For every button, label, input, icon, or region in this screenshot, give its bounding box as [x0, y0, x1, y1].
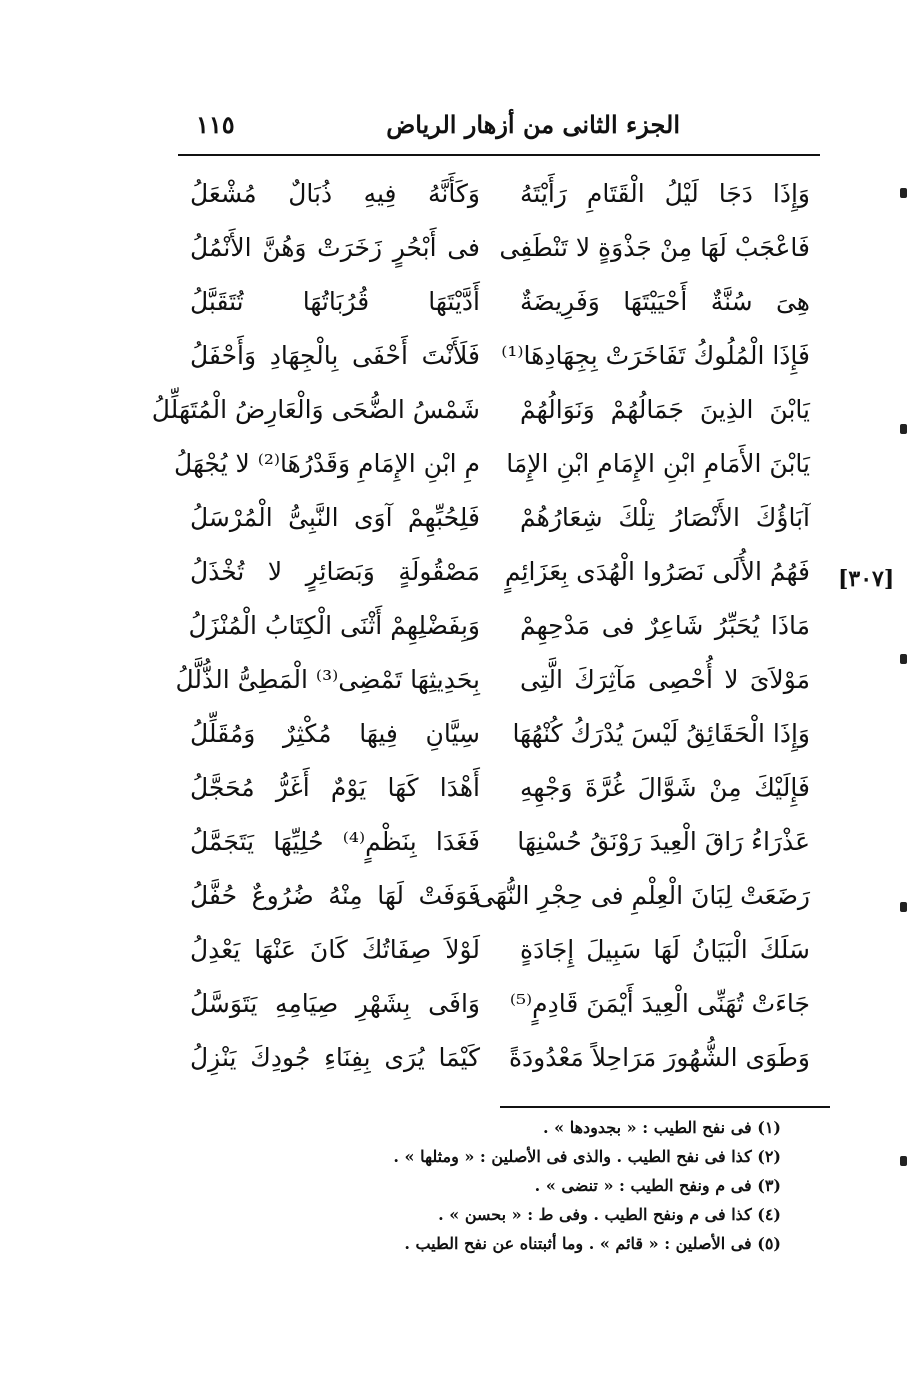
verse-first-hemistich: فَاعْجَبْ لَهَا مِنْ جَذْوَةٍ لا تَنْطَفِى [499, 232, 810, 262]
verse-first-hemistich: آبَاؤُكَ الأَنْصَارُ تِلْكَ شِعَارُهُمْ [520, 502, 810, 532]
margin-mark [900, 188, 907, 198]
footnote: (١) فى نفح الطيب : « بجدودها » . [543, 1118, 781, 1137]
verse-first-hemistich: وَطَوَى الشُّهُورَ مَرَاحِلاً مَعْدُودَةً [508, 1042, 810, 1072]
header-rule [178, 154, 820, 156]
verse-second-hemistich: شَمْسُ الضُّحَى وَالْعَارِضُ الْمُتَهَلِّلُ [151, 394, 480, 424]
verse [190, 706, 810, 760]
footnote: (٤) كذا فى م ونفح الطيب . وفى ط : « بحسن » . [438, 1205, 781, 1224]
verse-first-hemistich: وَإِذَا الْحَقَائِقُ لَيْسَ يُدْرَكُ كُنْهُهَا [512, 718, 810, 748]
verse-first-hemistich: هِىَ سُنَّةٌ أَحْيَيْتَهَا وَفَرِيضَةٌ [520, 286, 810, 316]
verse-first-hemistich: فَإِلَيْكَ مِنْ شَوَّالَ غُرَّةَ وَجْهِهِ [520, 772, 810, 802]
margin-mark [900, 654, 907, 664]
poem [151, 166, 810, 1084]
verse-second-hemistich: لَوْلاَ صِفَاتُكَ كَانَ عَنْهَا يَعْدِلُ [190, 934, 480, 964]
page-number: ١١٥ [196, 110, 235, 139]
verse [190, 868, 810, 922]
verse [190, 922, 810, 976]
verse-first-hemistich: فَهُمُ الأُلَى نَصَرُوا الْهُدَى بِعَزَائِمٍ [504, 556, 810, 586]
margin-reference-number: [٣٠٧] [838, 566, 895, 592]
verse-first-hemistich: جَاءَتْ تُهَنِّى الْعِيدَ أَيْمَنَ قَادِمٍ⁽⁵⁾ [509, 988, 810, 1018]
verse-second-hemistich: فى أَبْحُرٍ زَخَرَتْ وَهُنَّ الأَنْمُلُ [190, 232, 480, 262]
verse-second-hemistich: فَلَأَنْتَ أَحْفَى بِالْجِهَادِ وَأَحْفَلُ [190, 340, 480, 370]
verse [190, 1030, 810, 1084]
verse-second-hemistich: فَوَفَتْ لَهَا مِنْهُ ضُرُوعٌ حُفَّلُ [190, 880, 480, 910]
verse-second-hemistich: كَيْمَا يُرَى بِفِنَاءِ جُودِكَ يَنْزِلُ [190, 1042, 480, 1072]
verse [190, 976, 810, 1030]
footnotes [261, 1118, 781, 1263]
verse-second-hemistich: أَهْدَا كَهَا يَوْمٌ أَغَرُّ مُحَجَّلُ [190, 772, 480, 802]
footnote-rule [500, 1106, 830, 1108]
verse-second-hemistich: سِيَّانِ فِيهَا مُكْثِرٌ وَمُقَلِّلُ [190, 718, 480, 748]
verse [190, 166, 810, 220]
verse-second-hemistich: أَدَّيْتَهَا قُرُبَاتُهَا تُتَقَبَّلُ [190, 286, 480, 316]
verse [190, 598, 810, 652]
verse-first-hemistich: رَضَعَتْ لِبَانَ الْعِلْمِ فى حِجْرِ النُّهَى [475, 880, 810, 910]
verse-second-hemistich: فَلِحُبِّهِمْ آوَى النَّبِىُّ الْمُرْسَلُ [190, 502, 480, 532]
verse-second-hemistich: وَبِفَضْلِهِمْ أَثْنَى الْكِتَابُ الْمُنْزَلُ [188, 610, 480, 640]
verse [190, 274, 810, 328]
verse-first-hemistich: وَإِذَا دَجَا لَيْلُ الْقَتَامِ رَأَيْتَهُ [520, 178, 810, 208]
verse-second-hemistich: مِ ابْنِ الإِمَامِ وَقَدْرُهَا⁽²⁾ لا يُجْهَلُ [174, 448, 480, 478]
margin-mark [900, 902, 907, 912]
verse-first-hemistich: مَوْلاَىَ لا أُحْصِى مَآثِرَكَ الَّتِى [520, 664, 810, 694]
verse [190, 814, 810, 868]
running-header [178, 104, 820, 150]
margin-mark [900, 424, 907, 434]
footnote: (٣) فى م ونفح الطيب : « تنضى » . [534, 1176, 781, 1195]
footnote: (٥) فى الأصلين : « قائم » . وما أثبتناه عن نفح الطيب . [404, 1234, 781, 1253]
verse [190, 760, 810, 814]
verse-second-hemistich: وَكَأَنَّهُ فِيهِ ذُبَالٌ مُشْعَلُ [190, 178, 480, 208]
verse-first-hemistich: يَابْنَ الأَمَامِ ابْنِ الإِمَامِ ابْنِ الإِمَا [506, 448, 810, 478]
verse [190, 544, 810, 598]
verse-first-hemistich: سَلَكَ الْبَيَانُ لَهَا سَبِيلَ إِجَادَةٍ [520, 934, 810, 964]
verse-first-hemistich: فَإِذَا الْمُلُوكُ تَفَاخَرَتْ بِجِهَادِهَا⁽¹⁾ [501, 340, 810, 370]
verse-second-hemistich: فَغَدَا بِنَظْمٍ⁽⁴⁾ حُلِيِّهَا يَتَجَمَّلُ [190, 826, 480, 856]
verse [175, 652, 810, 706]
verse [174, 436, 810, 490]
verse [190, 328, 810, 382]
margin-mark [900, 1156, 907, 1166]
verse [190, 490, 810, 544]
verse [190, 220, 810, 274]
verse-first-hemistich: يَابْنَ الذِينَ جَمَالُهُمْ وَنَوَالُهُمْ [520, 394, 810, 424]
verse-second-hemistich: مَصْقُولَةٍ وَبَصَائِرٍ لا تُخْذَلُ [190, 556, 480, 586]
verse-first-hemistich: عَذْرَاءُ رَاقَ الْعِيدَ رَوْنَقُ حُسْنِهَا [517, 826, 810, 856]
verse-first-hemistich: مَاذَا يُحَبِّرُ شَاعِرٌ فى مَدْحِهِمْ [520, 610, 810, 640]
footnote: (٢) كذا فى نفح الطيب . والذى فى الأصلين : « ومثلها » . [393, 1147, 781, 1166]
verse-second-hemistich: بِحَدِيثِهَا تَمْضِى⁽³⁾ الْمَطِىُّ الذُّلَّلُ [175, 664, 480, 694]
verse-second-hemistich: وَافَى بِشَهْرِ صِيَامِهِ يَتَوَسَّلُ [190, 988, 480, 1018]
verse [151, 382, 810, 436]
running-title: الجزء الثانى من أزهار الرياض [386, 110, 680, 139]
